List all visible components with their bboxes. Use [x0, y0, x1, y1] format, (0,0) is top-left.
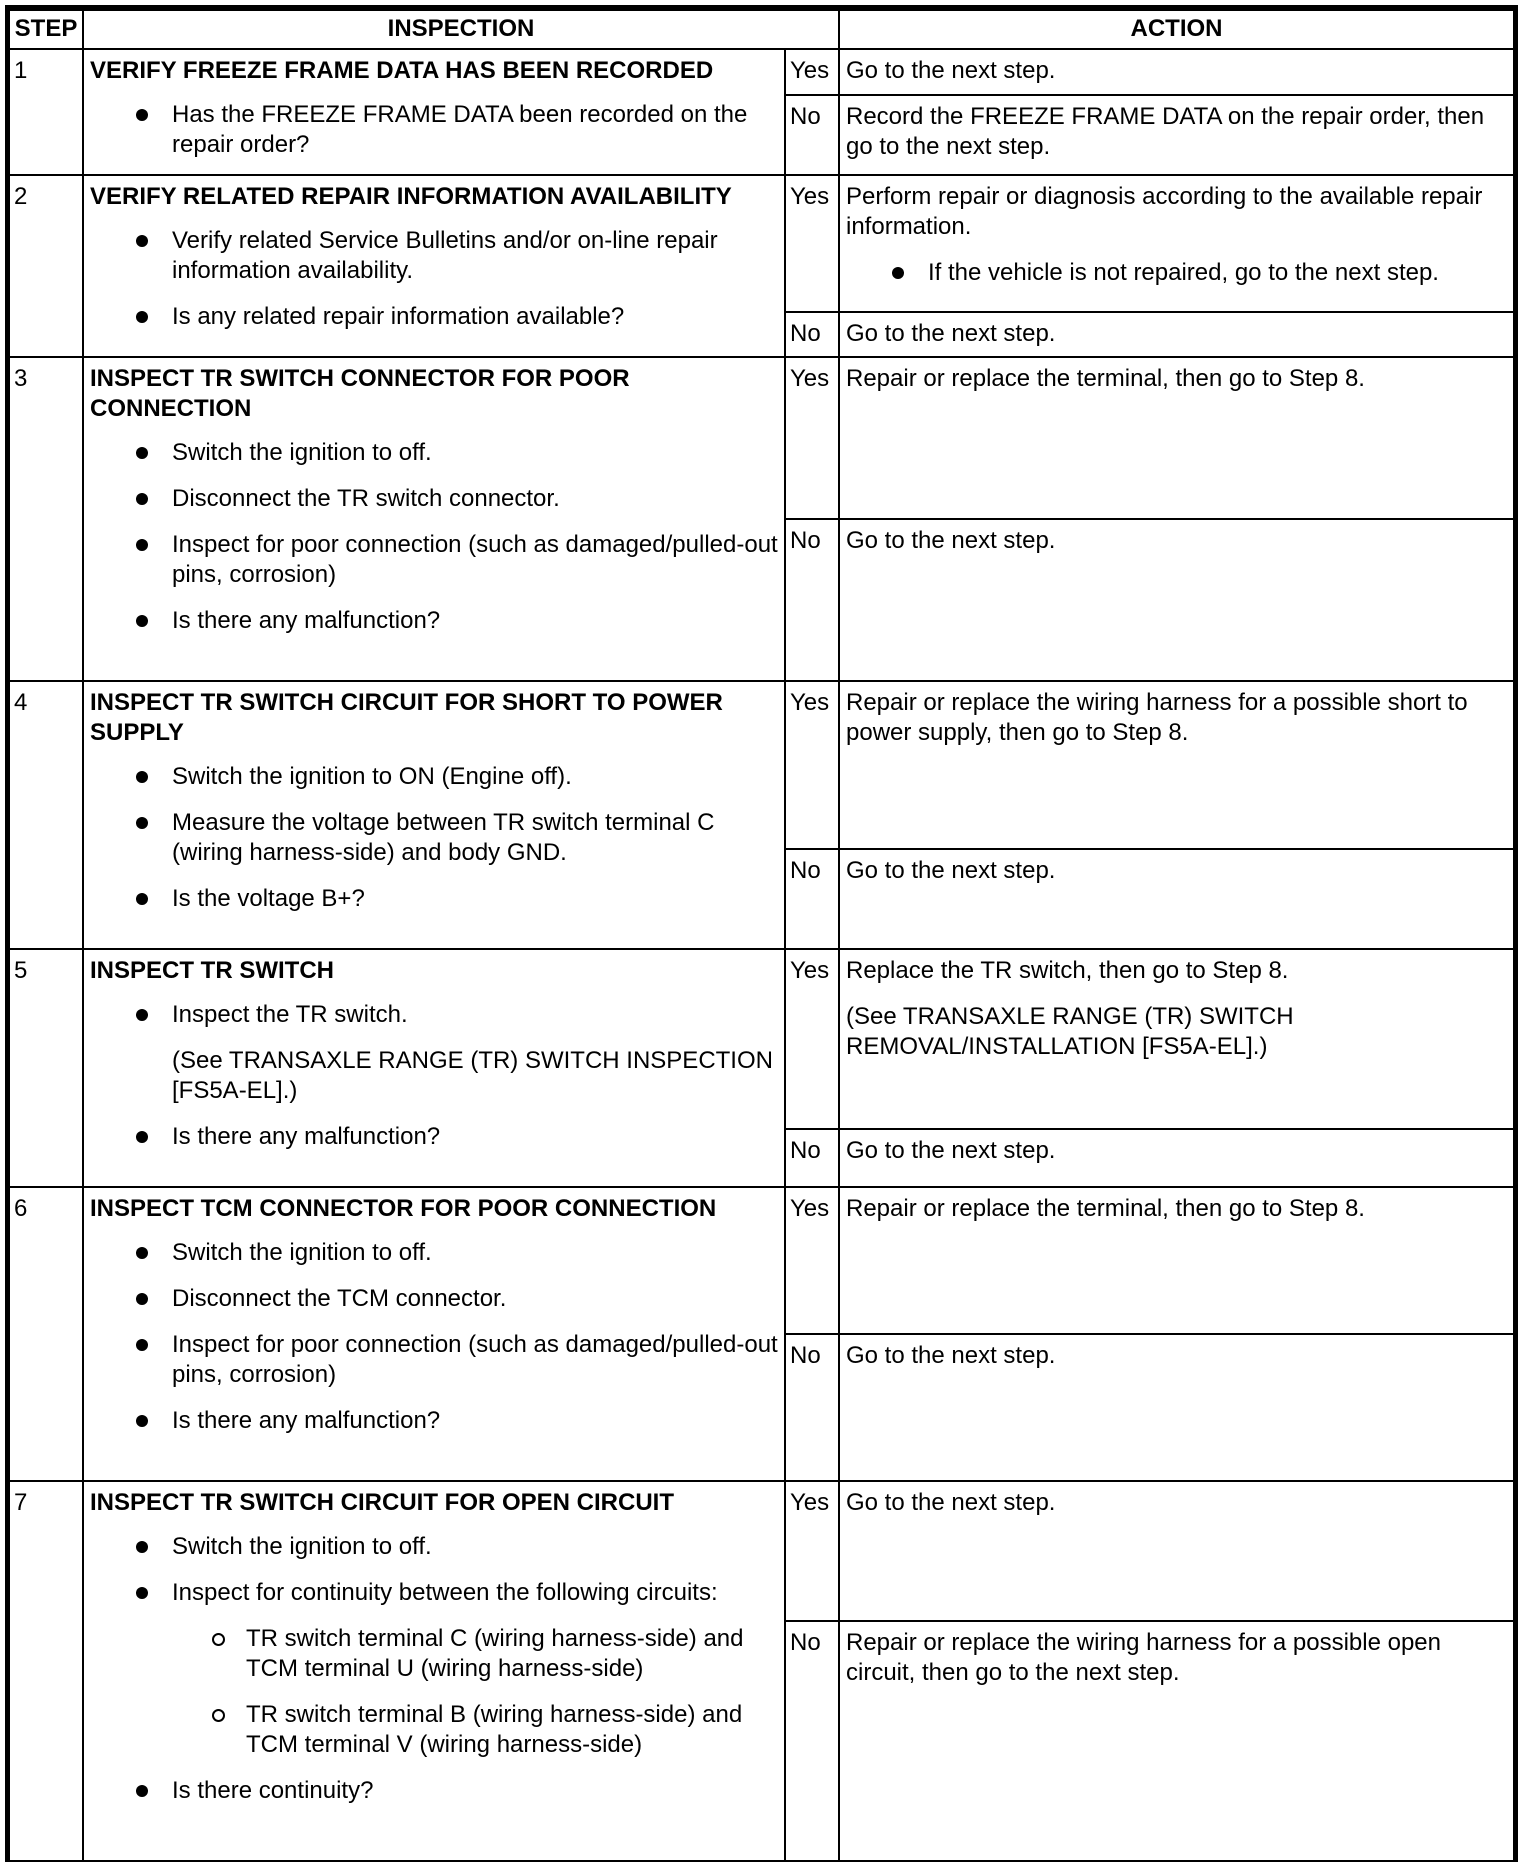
- action-text: Repair or replace the wiring harness for a possible open circuit, then go to the next step.: [846, 1629, 1441, 1686]
- step-4-inspection: [83, 681, 785, 949]
- inspection-item: Is any related repair information available?: [90, 302, 778, 332]
- inspection-item: Disconnect the TCM connector.: [90, 1284, 778, 1314]
- action-text: Perform repair or diagnosis according to the available repair information.: [846, 183, 1483, 240]
- step-1-yes-row: [9, 49, 1514, 95]
- inspection-item: Inspect for poor connection (such as damaged/pulled-out pins, corrosion): [90, 530, 778, 590]
- no-action: [839, 519, 1514, 681]
- action-text: Replace the TR switch, then go to Step 8.: [846, 957, 1289, 984]
- no-action: [839, 95, 1514, 175]
- action-reference: (See TRANSAXLE RANGE (TR) SWITCH REMOVAL/INSTALLATION [FS5A-EL].): [846, 1003, 1294, 1060]
- step-title: INSPECT TR SWITCH CIRCUIT FOR OPEN CIRCUIT: [90, 1489, 674, 1516]
- yes-label: Yes: [785, 357, 839, 519]
- yes-action: [839, 49, 1514, 95]
- action-subitem: If the vehicle is not repaired, go to the next step.: [846, 258, 1507, 288]
- header-row: [9, 10, 1514, 50]
- inspection-item: Switch the ignition to off.: [90, 1238, 778, 1268]
- step-number: 6: [9, 1187, 83, 1481]
- yes-label: Yes: [785, 1187, 839, 1334]
- inspection-item: Verify related Service Bulletins and/or on-line repair information availability.: [90, 226, 778, 286]
- step-number: 3: [9, 357, 83, 681]
- action-text: Repair or replace the wiring harness for a possible short to power supply, then go to Step 8.: [846, 689, 1468, 746]
- action-text: Go to the next step.: [846, 320, 1056, 347]
- no-label: No: [785, 519, 839, 681]
- action-text: Record the FREEZE FRAME DATA on the repair order, then go to the next step.: [846, 103, 1485, 160]
- inspection-item: Is there any malfunction?: [90, 1406, 778, 1436]
- yes-label: Yes: [785, 175, 839, 312]
- action-text: Go to the next step.: [846, 857, 1056, 884]
- no-label: No: [785, 312, 839, 357]
- action-text: Repair or replace the terminal, then go to Step 8.: [846, 365, 1365, 392]
- action-text: Go to the next step.: [846, 57, 1056, 84]
- inspection-item: Switch the ignition to off.: [90, 1532, 778, 1562]
- step-3-yes-row: [9, 357, 1514, 519]
- step-6-yes-row: [9, 1187, 1514, 1334]
- action-text: Go to the next step.: [846, 1489, 1056, 1516]
- yes-label: Yes: [785, 681, 839, 849]
- yes-action: [839, 949, 1514, 1129]
- inspection-item: Is there continuity?: [90, 1776, 778, 1806]
- step-number: 1: [9, 49, 83, 175]
- yes-action: [839, 681, 1514, 849]
- step-7-yes-row: [9, 1481, 1514, 1621]
- step-title: INSPECT TR SWITCH CIRCUIT FOR SHORT TO POWER SUPPLY: [90, 689, 723, 746]
- yes-action: [839, 1481, 1514, 1621]
- inspection-item: Switch the ignition to ON (Engine off).: [90, 762, 778, 792]
- step-7-inspection: [83, 1481, 785, 1861]
- inspection-item: Inspect the TR switch.: [90, 1000, 778, 1030]
- inspection-item: Has the FREEZE FRAME DATA been recorded on the repair order?: [90, 100, 778, 160]
- header-step: STEP: [9, 10, 83, 50]
- step-5-yes-row: [9, 949, 1514, 1129]
- header-inspection: INSPECTION: [83, 10, 839, 50]
- diagnostic-table: [8, 8, 1515, 1862]
- step-number: 2: [9, 175, 83, 357]
- yes-label: Yes: [785, 49, 839, 95]
- step-1-inspection: [83, 49, 785, 175]
- action-text: Go to the next step.: [846, 527, 1056, 554]
- no-label: No: [785, 849, 839, 949]
- header-action: ACTION: [839, 10, 1514, 50]
- no-action: [839, 1621, 1514, 1861]
- step-title: VERIFY RELATED REPAIR INFORMATION AVAILABILITY: [90, 183, 732, 210]
- inspection-subitem: TR switch terminal B (wiring harness-side) and TCM terminal V (wiring harness-side): [90, 1700, 778, 1760]
- inspection-subitem: TR switch terminal C (wiring harness-side) and TCM terminal U (wiring harness-side): [90, 1624, 778, 1684]
- no-label: No: [785, 1334, 839, 1481]
- step-3-inspection: [83, 357, 785, 681]
- inspection-item: Disconnect the TR switch connector.: [90, 484, 778, 514]
- step-title: INSPECT TR SWITCH: [90, 957, 334, 984]
- no-action: [839, 312, 1514, 357]
- step-number: 7: [9, 1481, 83, 1861]
- yes-action: [839, 357, 1514, 519]
- no-action: [839, 849, 1514, 949]
- inspection-item: Inspect for continuity between the following circuits:: [90, 1578, 778, 1608]
- action-text: Repair or replace the terminal, then go to Step 8.: [846, 1195, 1365, 1222]
- no-action: [839, 1334, 1514, 1481]
- yes-action: [839, 1187, 1514, 1334]
- step-number: 5: [9, 949, 83, 1187]
- step-6-inspection: [83, 1187, 785, 1481]
- step-4-yes-row: [9, 681, 1514, 849]
- inspection-item: Switch the ignition to off.: [90, 438, 778, 468]
- step-title: INSPECT TR SWITCH CONNECTOR FOR POOR CONNECTION: [90, 365, 630, 422]
- inspection-item: Inspect for poor connection (such as damaged/pulled-out pins, corrosion): [90, 1330, 778, 1390]
- step-title: INSPECT TCM CONNECTOR FOR POOR CONNECTION: [90, 1195, 717, 1222]
- no-label: No: [785, 1621, 839, 1861]
- inspection-item: Measure the voltage between TR switch terminal C (wiring harness-side) and body GND.: [90, 808, 778, 868]
- no-action: [839, 1129, 1514, 1187]
- yes-label: Yes: [785, 949, 839, 1129]
- inspection-item: Is there any malfunction?: [90, 1122, 778, 1152]
- inspection-item: Is there any malfunction?: [90, 606, 778, 636]
- inspection-note: (See TRANSAXLE RANGE (TR) SWITCH INSPECTION [FS5A-EL].): [172, 1047, 773, 1104]
- step-number: 4: [9, 681, 83, 949]
- step-2-inspection: [83, 175, 785, 357]
- no-label: No: [785, 95, 839, 175]
- step-2-yes-row: [9, 175, 1514, 312]
- yes-label: Yes: [785, 1481, 839, 1621]
- no-label: No: [785, 1129, 839, 1187]
- action-text: Go to the next step.: [846, 1137, 1056, 1164]
- yes-action: [839, 175, 1514, 312]
- inspection-item: Is the voltage B+?: [90, 884, 778, 914]
- step-title: VERIFY FREEZE FRAME DATA HAS BEEN RECORDED: [90, 57, 714, 84]
- step-5-inspection: [83, 949, 785, 1187]
- action-text: Go to the next step.: [846, 1342, 1056, 1369]
